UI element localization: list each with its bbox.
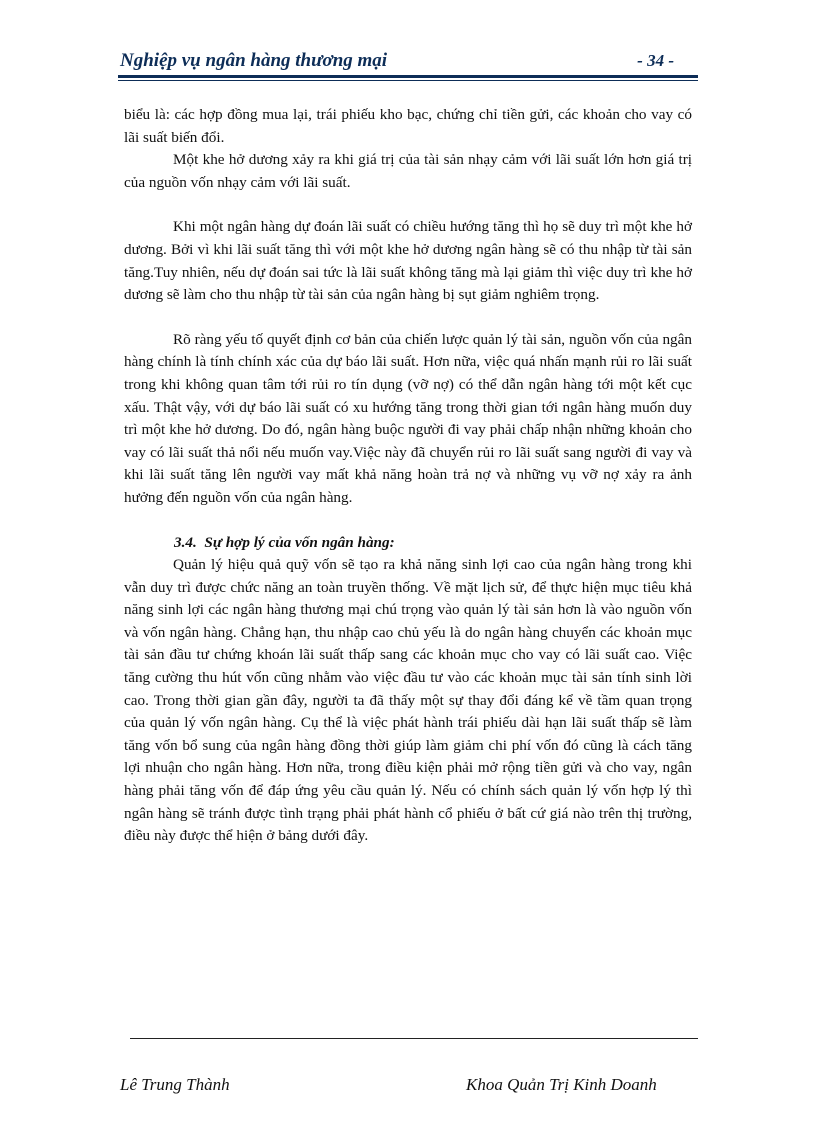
paragraph-3: Khi một ngân hàng dự đoán lãi suất có chiều hướng tăng thì họ sẽ duy trì một khe hở dương. Bởi vì khi lãi suất tăng thì với một khe hở dương ngân hàng sẽ có thu nhập từ tài sản tăng.Tuy nhiên, nếu dự đoán sai tức là lãi suất không tăng mà lại giảm thì việc duy trì khe hở dương sẽ làm cho thu nhập từ tài sản của ngân hàng bị sụt giảm nghiêm trọng.: [124, 218, 692, 304]
page-header: [118, 50, 696, 74]
page-number: - 34 -: [637, 51, 674, 70]
header-rule-thin: [118, 80, 698, 81]
section-heading: 3.4. Sự hợp lý của vốn ngân hàng:: [174, 533, 395, 551]
footer-author: Lê Trung Thành: [120, 1075, 230, 1094]
paragraph-5: Quản lý hiệu quả quỹ vốn sẽ tạo ra khả năng sinh lợi cao của ngân hàng trong khi vẫn duy trì được chức năng an toàn truyền thống. Về mặt lịch sử, để thực hiện mục tiêu khả năng sinh lợi các ngân hàng thương mại chú trọng vào quản lý tài sản hơn là vào nguồn vốn và vốn ngân hàng. Chẳng hạn, thu nhập cao chủ yếu là do ngân hàng chuyển các khoản mục tài sản đầu tư chứng khoán lãi suất thấp sang các khoản mục cho vay có lãi suất cao. Việc tăng cường thu hút vốn cũng nhằm vào việc đầu tư vào các khoản mục tài sản tính sinh lời cao. Trong thời gian gần đây, người ta đã thấy một sự thay đổi đáng kể về tầm quan trọng của quản lý vốn ngân hàng. Cụ thể là việc phát hành trái phiếu dài hạn lãi suất thấp sẽ làm tăng vốn bổ sung của ngân hàng đồng thời giúp làm giảm chi phí vốn đó cũng là cách tăng lợi nhuận cho ngân hàng. Hơn nữa, trong điều kiện phải mở rộng tiền gửi và cho vay, ngân hàng phải tăng vốn để đáp ứng yêu cầu quản lý. Nếu có chính sách quản lý vốn hợp lý thì ngân hàng sẽ tránh được tình trạng phải phát hành cổ phiếu ở bất cứ giá nào trên thị trường, điều này được thể hiện ở bảng dưới đây.: [124, 556, 692, 845]
paragraph-4: Rõ ràng yếu tố quyết định cơ bản của chiến lược quản lý tài sản, nguồn vốn của ngân hàng chính là tính chính xác của dự báo lãi suất. Hơn nữa, việc quá nhấn mạnh rủi ro lãi suất trong khi không quan tâm tới rủi ro tín dụng (vỡ nợ) có thể dẫn ngân hàng tới một kết cục xấu. Thật vậy, với dự báo lãi suất có xu hướng tăng trong thời gian tới ngân hàng muốn duy trì một khe hở dương. Do đó, ngân hàng buộc người đi vay phải chấp nhận những khoản cho vay có lãi suất thả nổi nếu muốn vay.Việc này đã chuyển rủi ro lãi suất sang người đi vay và khi lãi suất tăng lên người vay mất khả năng hoàn trả nợ và những vụ vỡ nợ xảy ra ảnh hưởng đến nguồn vốn của ngân hàng.: [124, 330, 692, 506]
paragraph-1: biểu là: các hợp đồng mua lại, trái phiếu kho bạc, chứng chỉ tiền gửi, các khoản cho vay có lãi suất biến đổi.: [124, 106, 692, 146]
footer-faculty: Khoa Quản Trị Kinh Doanh: [466, 1075, 657, 1094]
footer-rule: [130, 1038, 698, 1039]
header-rule-thick: [118, 75, 698, 78]
header-title: Nghiệp vụ ngân hàng thương mại: [120, 50, 388, 71]
paragraph-2: Một khe hở dương xảy ra khi giá trị của tài sản nhạy cảm với lãi suất lớn hơn giá trị của nguồn vốn nhạy cảm với lãi suất.: [124, 151, 692, 191]
page-body: [124, 104, 692, 848]
